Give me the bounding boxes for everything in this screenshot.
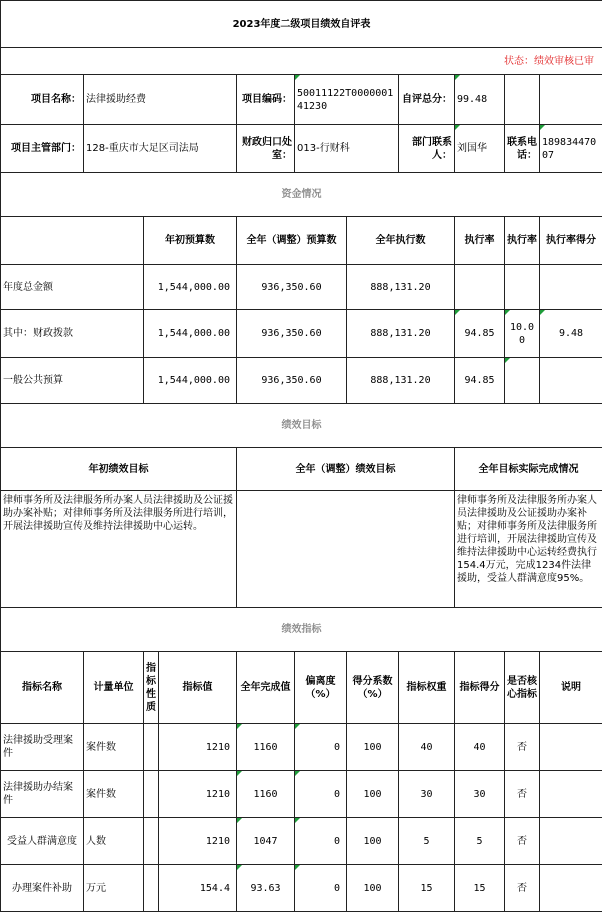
ind-name: 法律援助受理案件 (1, 724, 84, 771)
goals-actual-text: 律师事务所及法律服务所办案人员法律援助及公证援助办案补贴；对律师事务所及法律服务所进行培训，开展法律援助宣传及维持法律援助中心运转经费执行154.4万元，完成1234件法律援助，受益人群满意度95%。 (455, 491, 602, 608)
finance-label: 财政归口处室： (237, 125, 295, 173)
status-label: 状态：绩效审核已审 (1, 48, 602, 75)
ind-actual: 93.63 (237, 865, 295, 912)
funds-row (1, 358, 602, 404)
ind-header-deviation: 偏离度（%） (295, 652, 347, 724)
project-name-label: 项目名称： (1, 75, 84, 125)
project-code-value: 50011122T000000141230 (295, 75, 399, 125)
funds-row (1, 310, 602, 358)
ind-actual: 1160 (237, 724, 295, 771)
funds-header-rate: 执行率 (455, 217, 505, 265)
goals-adjusted-text (237, 491, 455, 608)
funds-row (1, 265, 602, 310)
funds-header-executed: 全年执行数 (347, 217, 455, 265)
indicator-row (1, 865, 602, 912)
project-code-label: 项目编码： (237, 75, 295, 125)
indicators-section-title: 绩效指标 (1, 608, 602, 652)
ind-name: 受益人群满意度 (1, 818, 84, 865)
ind-core: 否 (505, 724, 540, 771)
ind-target: 154.4 (159, 865, 237, 912)
self-score-value: 99.48 (455, 75, 505, 125)
project-name-value: 法律援助经费 (84, 75, 237, 125)
ind-core: 否 (505, 865, 540, 912)
funds-row-initial: 1,544,000.00 (144, 358, 237, 404)
funds-row-name: 年度总金额 (1, 265, 144, 310)
ind-score: 40 (455, 724, 505, 771)
ind-score: 30 (455, 771, 505, 818)
ind-target: 1210 (159, 818, 237, 865)
phone-label: 联系电话： (505, 125, 540, 173)
funds-section-title: 资金情况 (1, 173, 602, 217)
dept-value: 128-重庆市大足区司法局 (84, 125, 237, 173)
funds-row-initial: 1,544,000.00 (144, 310, 237, 358)
funds-row-adjusted: 936,350.60 (237, 265, 347, 310)
empty-cell (505, 75, 540, 125)
funds-row-score: 9.48 (540, 310, 602, 358)
goals-initial-text: 律师事务所及法律服务所办案人员法律援助及公证援助办案补贴；对律师事务所及法律服务所进行培训，开展法律援助宣传及维持法律援助中心运转。 (1, 491, 237, 608)
self-score-label: 自评总分： (399, 75, 455, 125)
ind-target: 1210 (159, 771, 237, 818)
ind-unit: 万元 (84, 865, 144, 912)
funds-row-score (540, 358, 602, 404)
ind-deviation: 0 (295, 865, 347, 912)
ind-name: 办理案件补助 (1, 865, 84, 912)
contact-value: 刘国华 (455, 125, 505, 173)
funds-row-rate: 94.85 (455, 310, 505, 358)
ind-weight: 5 (399, 818, 455, 865)
finance-value: 013-行财科 (295, 125, 399, 173)
empty-cell (540, 75, 602, 125)
ind-header-target: 指标值 (159, 652, 237, 724)
ind-header-actual: 全年完成值 (237, 652, 295, 724)
ind-coef: 100 (347, 865, 399, 912)
ind-nature (144, 771, 159, 818)
ind-deviation: 0 (295, 724, 347, 771)
ind-actual: 1047 (237, 818, 295, 865)
funds-row-score (540, 265, 602, 310)
phone-value: 18983447007 (540, 125, 602, 173)
ind-header-weight: 指标权重 (399, 652, 455, 724)
funds-row-adjusted: 936,350.60 (237, 310, 347, 358)
ind-unit: 案件数 (84, 771, 144, 818)
funds-row-executed: 888,131.20 (347, 265, 455, 310)
ind-note (540, 865, 602, 912)
funds-row-weight (505, 265, 540, 310)
ind-actual: 1160 (237, 771, 295, 818)
goals-header-adjusted: 全年（调整）绩效目标 (237, 448, 455, 491)
ind-coef: 100 (347, 818, 399, 865)
ind-weight: 15 (399, 865, 455, 912)
indicator-row (1, 724, 602, 771)
funds-row-adjusted: 936,350.60 (237, 358, 347, 404)
ind-header-note: 说明 (540, 652, 602, 724)
goals-header-actual: 全年目标实际完成情况 (455, 448, 602, 491)
indicator-row (1, 771, 602, 818)
ind-header-score: 指标得分 (455, 652, 505, 724)
funds-row-rate: 94.85 (455, 358, 505, 404)
funds-row-executed: 888,131.20 (347, 358, 455, 404)
ind-header-core: 是否核心指标 (505, 652, 540, 724)
contact-label: 部门联系人： (399, 125, 455, 173)
ind-nature (144, 724, 159, 771)
ind-target: 1210 (159, 724, 237, 771)
funds-row-initial: 1,544,000.00 (144, 265, 237, 310)
ind-coef: 100 (347, 771, 399, 818)
funds-header-blank (1, 217, 144, 265)
ind-score: 5 (455, 818, 505, 865)
ind-note (540, 771, 602, 818)
dept-label: 项目主管部门： (1, 125, 84, 173)
funds-header-score: 执行率得分 (540, 217, 602, 265)
ind-score: 15 (455, 865, 505, 912)
ind-name: 法律援助办结案件 (1, 771, 84, 818)
ind-weight: 30 (399, 771, 455, 818)
goals-header-initial: 年初绩效目标 (1, 448, 237, 491)
goals-section-title: 绩效目标 (1, 404, 602, 448)
ind-deviation: 0 (295, 771, 347, 818)
page-title: 2023年度二级项目绩效自评表 (1, 1, 602, 48)
ind-header-nature: 指标性质 (144, 652, 159, 724)
ind-header-coef: 得分系数（%） (347, 652, 399, 724)
funds-row-executed: 888,131.20 (347, 310, 455, 358)
ind-unit: 案件数 (84, 724, 144, 771)
ind-header-unit: 计量单位 (84, 652, 144, 724)
ind-coef: 100 (347, 724, 399, 771)
ind-unit: 人数 (84, 818, 144, 865)
ind-core: 否 (505, 818, 540, 865)
ind-weight: 40 (399, 724, 455, 771)
funds-header-adjusted: 全年（调整）预算数 (237, 217, 347, 265)
funds-header-initial: 年初预算数 (144, 217, 237, 265)
ind-note (540, 724, 602, 771)
funds-row-rate (455, 265, 505, 310)
indicator-row (1, 818, 602, 865)
ind-core: 否 (505, 771, 540, 818)
ind-header-name: 指标名称 (1, 652, 84, 724)
ind-nature (144, 818, 159, 865)
ind-note (540, 818, 602, 865)
funds-row-weight (505, 358, 540, 404)
funds-header-weight: 执行率 (505, 217, 540, 265)
ind-deviation: 0 (295, 818, 347, 865)
funds-row-name: 其中：财政拨款 (1, 310, 144, 358)
funds-row-name: 一般公共预算 (1, 358, 144, 404)
funds-row-weight: 10.00 (505, 310, 540, 358)
ind-nature (144, 865, 159, 912)
